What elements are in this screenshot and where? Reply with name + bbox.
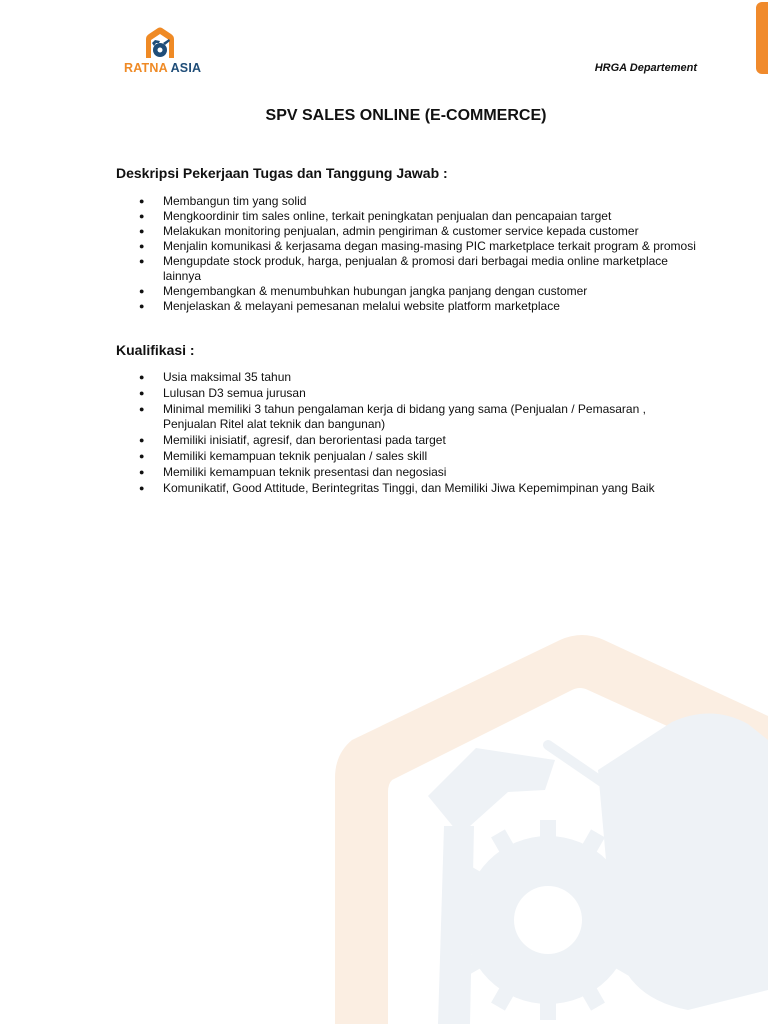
list-item <box>137 239 697 254</box>
bullet: ● <box>139 403 145 414</box>
list-item-text: Minimal memiliki 3 tahun pengalaman kerja di bidang yang sama (Penjualan / Pemasaran , Penjualan Ritel alat teknik dan bangunan) <box>163 401 646 431</box>
bullet: ● <box>139 300 145 311</box>
list-item-text: Membangun tim yang solid <box>163 194 307 208</box>
list-item-text: Mengembangkan & menumbuhkan hubungan jangka panjang dengan customer <box>163 283 588 298</box>
bullet: ● <box>139 482 145 493</box>
list-item <box>137 433 697 448</box>
list-item-text: Usia maksimal 35 tahun <box>163 370 292 384</box>
brand-word-1: RATNA <box>124 61 168 75</box>
list-item-text: Mengupdate stock produk, harga, penjualan & promosi dari berbagai media online marketplace lainnya <box>163 253 668 283</box>
bullet: ● <box>139 196 145 206</box>
list-item <box>137 224 697 239</box>
list-item-text: Melakukan monitoring penjualan, admin pengiriman & customer service kepada customer <box>163 223 639 238</box>
list-item <box>137 284 697 299</box>
duties-heading: Deskripsi Pekerjaan Tugas dan Tanggung Jawab : <box>116 165 448 181</box>
duties-list <box>137 194 697 313</box>
list-item <box>137 386 697 401</box>
brand-name <box>124 61 201 75</box>
list-item <box>137 194 697 209</box>
bullet: ● <box>139 225 145 236</box>
bullet: ● <box>139 450 145 461</box>
bullet: ● <box>139 434 145 445</box>
bullet: ● <box>139 255 145 266</box>
list-item-text: Lulusan D3 semua jurusan <box>163 385 306 400</box>
qualifications-list <box>137 370 697 496</box>
list-item <box>137 402 697 431</box>
list-item <box>137 254 697 283</box>
list-item <box>137 449 697 464</box>
list-item-text: Menjalin komunikasi & kerjasama degan masing-masing PIC marketplace terkait program & promosi <box>163 238 696 253</box>
list-item-text: Memiliki kemampuan teknik penjualan / sales skill <box>163 448 428 463</box>
company-logo <box>122 24 212 76</box>
list-item <box>137 209 697 224</box>
list-item <box>137 465 697 480</box>
bullet: ● <box>139 387 145 398</box>
list-item-text: Komunikatif, Good Attitude, Berintegritas Tinggi, dan Memiliki Jiwa Kepemimpinan yang Baik <box>163 480 655 495</box>
list-item <box>137 299 697 314</box>
department-label: HRGA Departement <box>594 62 697 74</box>
list-item-text: Memiliki kemampuan teknik presentasi dan negosiasi <box>163 464 447 479</box>
brand-word-2: ASIA <box>170 61 202 75</box>
bullet: ● <box>139 372 145 382</box>
side-tab-marker <box>756 2 768 74</box>
list-item <box>137 481 697 496</box>
document-title: SPV SALES ONLINE (E-COMMERCE) <box>265 107 547 124</box>
bullet: ● <box>139 240 145 251</box>
house-tools-logo-icon <box>142 24 178 60</box>
bullet: ● <box>139 466 145 477</box>
list-item <box>137 370 697 385</box>
list-item-text: Menjelaskan & melayani pemesanan melalui website platform marketplace <box>163 298 560 313</box>
list-item-text: Mengkoordinir tim sales online, terkait peningkatan penjualan dan pencapaian target <box>163 208 612 223</box>
bullet: ● <box>139 210 145 221</box>
bullet: ● <box>139 285 145 296</box>
list-item-text: Memiliki inisiatif, agresif, dan berorientasi pada target <box>163 432 446 447</box>
qualifications-heading: Kualifikasi : <box>116 342 195 358</box>
